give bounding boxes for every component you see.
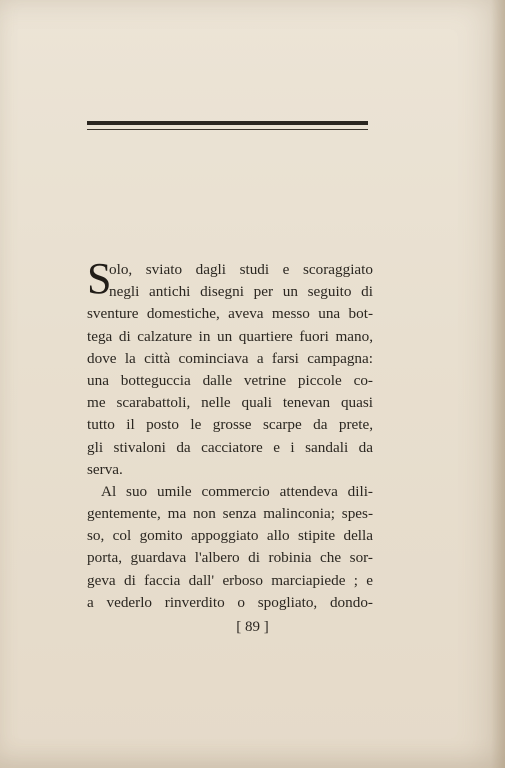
text-line: so, col gomito appoggiato allo stipite della bbox=[87, 527, 373, 545]
text-line: gli stivaloni da cacciatore e i sandali da bbox=[87, 438, 373, 456]
text-line: negli antichi disegni per un seguito di bbox=[109, 283, 373, 301]
text-line: gentemente, ma non senza malinconia; spes- bbox=[87, 505, 373, 523]
paragraph-1-second-line bbox=[87, 281, 373, 303]
text-line: tutto il posto le grosse scarpe da prete, bbox=[87, 416, 373, 434]
page-number: [ 89 ] bbox=[236, 619, 269, 635]
body-text bbox=[87, 254, 373, 614]
text-line: a vederlo rinverdito o spogliato, dondo- bbox=[87, 593, 373, 611]
rule-thin-line bbox=[87, 129, 368, 130]
text-line: dove la città cominciava a farsi campagna: bbox=[87, 349, 373, 367]
text-line: olo, sviato dagli studi e scoraggiato bbox=[109, 261, 373, 278]
text-line: porta, guardava l'albero di robinia che sor- bbox=[87, 549, 373, 567]
text-line: una botteguccia dalle vetrine piccole co- bbox=[87, 371, 373, 389]
text-line: sventure domestiche, aveva messo una bot- bbox=[87, 305, 373, 323]
text-line: Al suo umile commercio attendeva dili- bbox=[101, 482, 373, 500]
page-edge-shadow bbox=[491, 0, 505, 768]
rule-thick-line bbox=[87, 121, 368, 125]
text-line: serva. bbox=[87, 460, 123, 478]
text-line: tega di calzature in un quartiere fuori mano, bbox=[87, 327, 373, 345]
text-line: me scarabattoli, nelle quali tenevan quasi bbox=[87, 394, 373, 412]
text-line: geva di faccia dall' erboso marciapiede ; e bbox=[87, 571, 373, 589]
drop-cap: S bbox=[87, 254, 112, 303]
chapter-header-rule bbox=[87, 121, 368, 135]
